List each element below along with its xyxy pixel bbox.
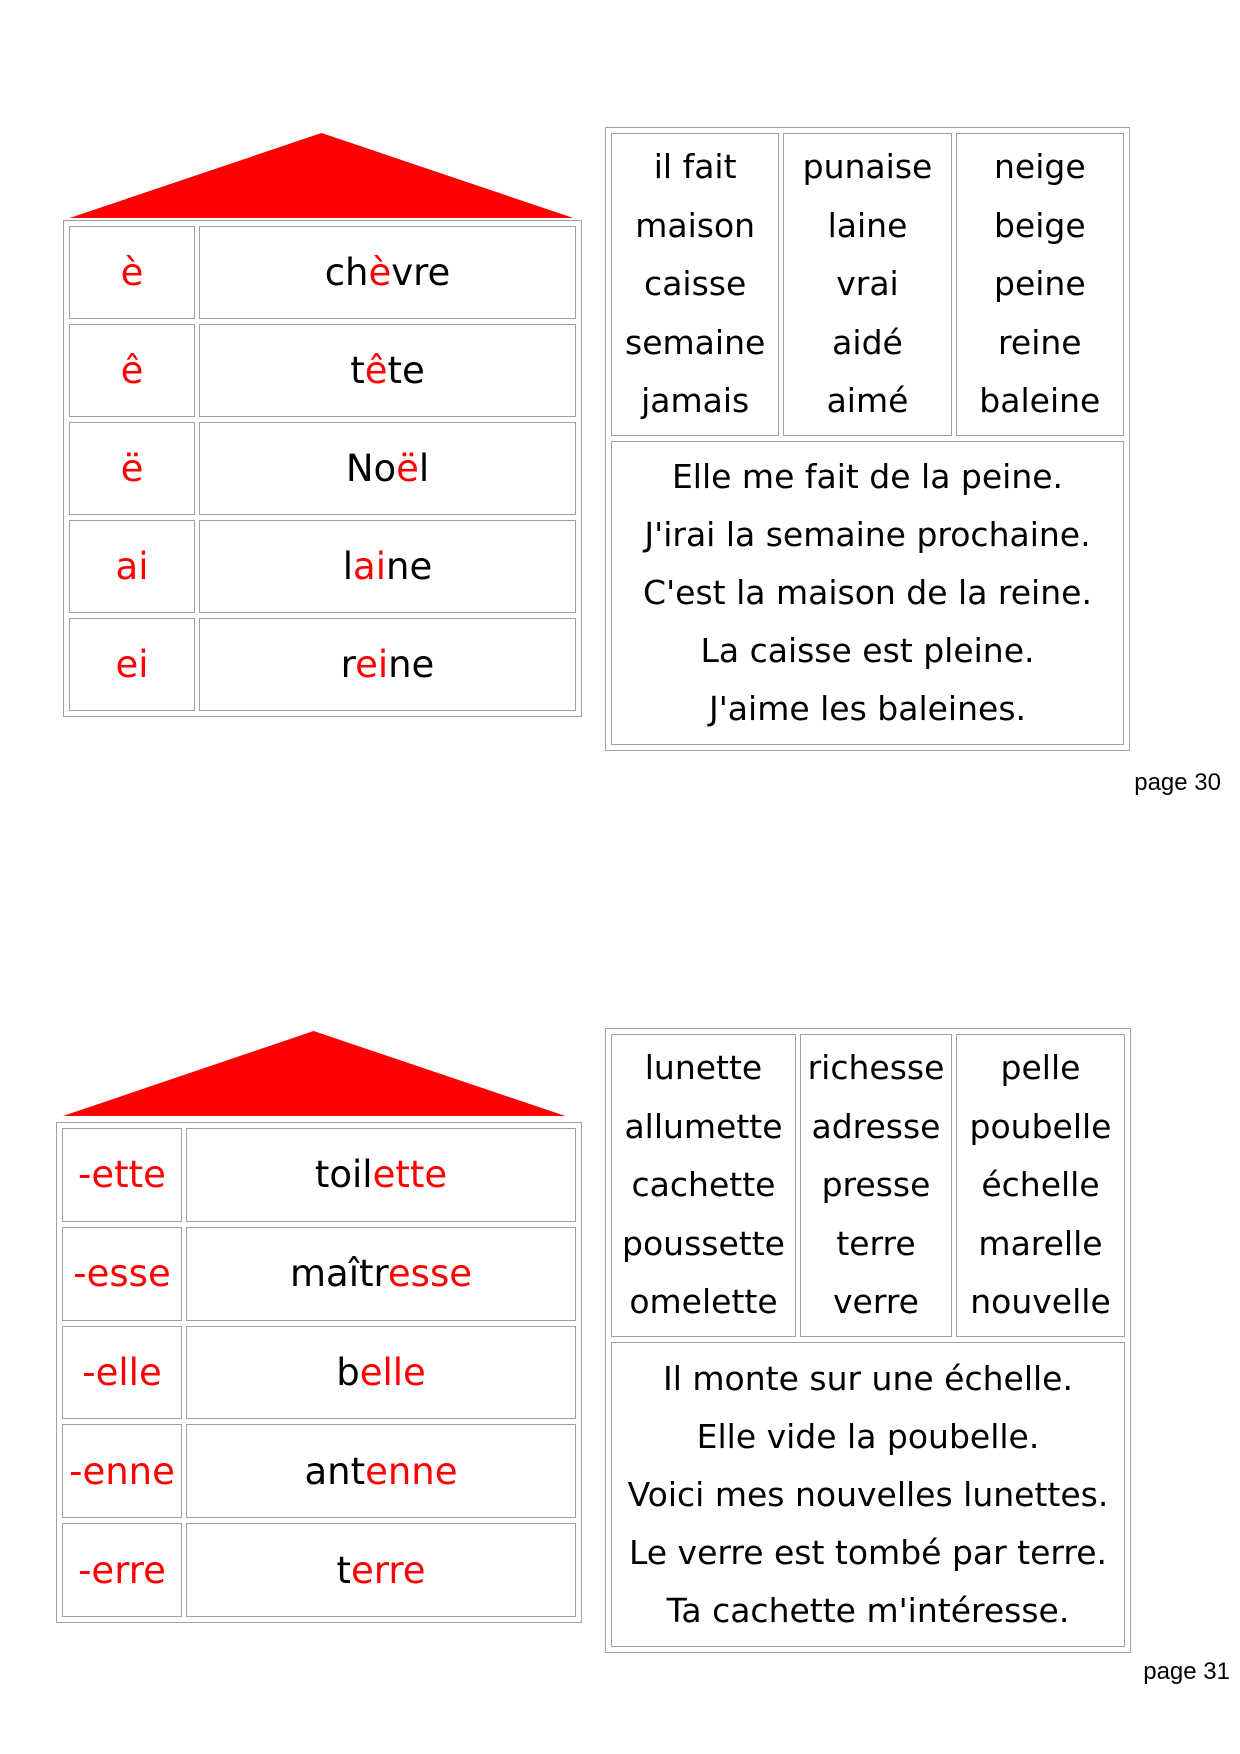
word: maison [635, 205, 756, 245]
word: omelette [629, 1282, 778, 1322]
word-start: t [336, 1548, 351, 1592]
house-roof [55, 1026, 575, 1118]
page-number: page 31 [1143, 1658, 1230, 1685]
reading-panel [605, 127, 1130, 751]
word-start: r [340, 643, 356, 686]
grapheme-row [62, 1424, 576, 1518]
word: terre [836, 1223, 916, 1263]
word-column [956, 1034, 1125, 1337]
word: échelle [981, 1165, 1100, 1205]
example-word-cell [199, 618, 576, 711]
grapheme-row [69, 422, 576, 515]
roof-triangle [63, 1031, 565, 1116]
word: cachette [631, 1165, 776, 1205]
grapheme-row [69, 324, 576, 417]
word: beige [993, 205, 1086, 245]
example-word-cell [199, 226, 576, 319]
grapheme-cell: -esse [62, 1227, 182, 1321]
example-word-cell [186, 1424, 576, 1518]
grapheme-row [62, 1128, 576, 1222]
word-column [956, 133, 1124, 436]
word-end: te [387, 349, 425, 392]
word: aidé [832, 322, 903, 362]
word: baleine [979, 381, 1101, 420]
word-start: No [345, 447, 397, 490]
sentence-box [611, 1342, 1125, 1647]
sentence: Il monte sur une échelle. [663, 1358, 1073, 1398]
example-word-cell [199, 324, 576, 417]
example-word-cell [186, 1326, 576, 1420]
example-word [325, 251, 451, 294]
worksheet-section-bottom [0, 877, 1240, 1754]
grapheme-cell: ei [69, 618, 195, 711]
highlighted-grapheme: elle [359, 1350, 426, 1394]
grapheme-table [56, 1122, 582, 1623]
reading-panel [605, 1028, 1131, 1653]
sentence: Ta cachette m'intéresse. [666, 1590, 1070, 1630]
sentence: Le verre est tombé par terre. [628, 1532, 1108, 1572]
example-word-cell [186, 1128, 576, 1222]
example-word [346, 447, 429, 490]
roof-triangle [70, 133, 574, 218]
example-word-cell [186, 1227, 576, 1321]
word: nouvelle [970, 1282, 1111, 1322]
example-word-cell [186, 1523, 576, 1617]
grapheme-cell: ê [69, 324, 195, 417]
highlighted-grapheme: enne [365, 1449, 458, 1493]
grapheme-row [62, 1326, 576, 1420]
sentence-box [611, 441, 1124, 746]
word-start: maîtr [290, 1252, 388, 1296]
highlighted-grapheme: ei [355, 643, 389, 686]
sentence: J'aime les baleines. [709, 688, 1026, 728]
example-word [336, 1351, 426, 1394]
word: vrai [836, 264, 899, 303]
example-word [341, 643, 435, 686]
word: punaise [802, 147, 933, 186]
word-start: l [342, 545, 354, 588]
word-end: l [418, 447, 430, 490]
page-number: page 30 [1134, 769, 1221, 796]
word: neige [994, 147, 1086, 186]
grapheme-cell: -erre [62, 1523, 182, 1617]
sentence: J'irai la semaine prochaine. [644, 514, 1091, 554]
example-word-cell [199, 520, 576, 613]
word: adresse [811, 1106, 941, 1146]
word: aimé [826, 381, 909, 420]
grapheme-cell: ë [69, 422, 195, 515]
example-word [350, 349, 425, 392]
word: presse [821, 1165, 931, 1205]
grapheme-table [63, 220, 582, 717]
sentence: C'est la maison de la reine. [643, 572, 1092, 612]
grapheme-row [69, 520, 576, 613]
grapheme-cell: -ette [62, 1128, 182, 1222]
word-start: ch [324, 251, 369, 294]
word: poubelle [969, 1106, 1112, 1146]
highlighted-grapheme: erre [351, 1548, 426, 1592]
example-word [315, 1153, 447, 1196]
grapheme-cell: è [69, 226, 195, 319]
grapheme-cell: -elle [62, 1326, 182, 1420]
word: laine [827, 205, 908, 245]
word-columns [611, 1034, 1125, 1337]
house-roof [60, 128, 585, 220]
grapheme-cell: -enne [62, 1424, 182, 1518]
highlighted-grapheme: ai [353, 545, 386, 588]
grapheme-row [69, 618, 576, 711]
example-word [290, 1252, 472, 1295]
grapheme-row [62, 1227, 576, 1321]
word-start: b [336, 1350, 360, 1394]
word: caisse [644, 264, 747, 303]
word: poussette [622, 1223, 785, 1263]
sentence: La caisse est pleine. [700, 630, 1035, 670]
word: il fait [653, 147, 737, 186]
highlighted-grapheme: esse [387, 1252, 472, 1296]
example-word-cell [199, 422, 576, 515]
word-column [611, 133, 779, 436]
highlighted-grapheme: è [368, 251, 392, 294]
sentence: Voici mes nouvelles lunettes. [627, 1474, 1109, 1514]
word: lunette [644, 1048, 763, 1088]
highlighted-grapheme: ette [372, 1153, 448, 1197]
word: jamais [641, 381, 750, 420]
word-end: vre [391, 251, 451, 294]
example-word [336, 1549, 425, 1592]
word: verre [833, 1282, 919, 1322]
example-word [304, 1450, 457, 1493]
sentence: Elle vide la poubelle. [696, 1416, 1040, 1456]
word: pelle [1000, 1048, 1081, 1088]
highlighted-grapheme: ë [396, 447, 419, 490]
grapheme-cell: ai [69, 520, 195, 613]
word: peine [994, 264, 1086, 303]
word-start: toil [314, 1153, 373, 1197]
word: richesse [807, 1048, 945, 1088]
word-start: t [350, 349, 365, 392]
word: marelle [978, 1223, 1103, 1263]
word: reine [998, 322, 1082, 362]
word-column [611, 1034, 796, 1337]
grapheme-row [62, 1523, 576, 1617]
highlighted-grapheme: ê [364, 349, 388, 392]
word-end: ne [386, 545, 433, 588]
word: semaine [625, 322, 766, 362]
sentence: Elle me fait de la peine. [671, 456, 1064, 496]
grapheme-row [69, 226, 576, 319]
example-word [343, 545, 432, 588]
word: allumette [624, 1106, 783, 1146]
word-end: ne [388, 643, 435, 686]
word-column [783, 133, 951, 436]
word-column [800, 1034, 952, 1337]
word-columns [611, 133, 1124, 436]
word-start: ant [304, 1449, 366, 1493]
